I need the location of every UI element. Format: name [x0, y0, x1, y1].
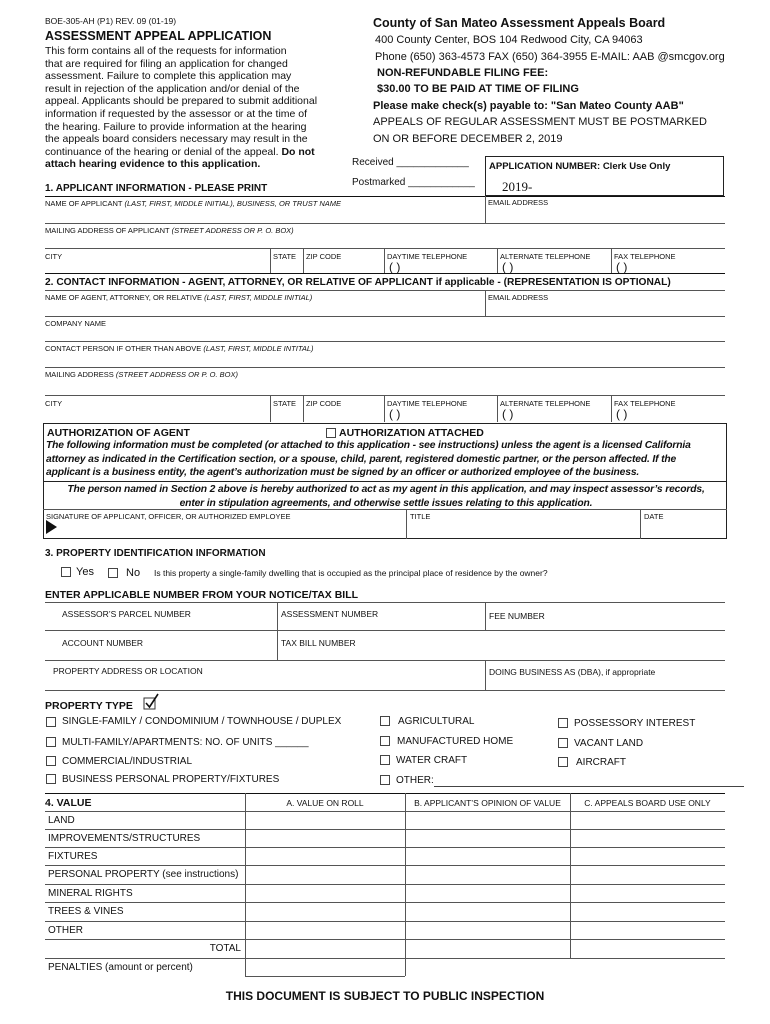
applicant-mailing-field[interactable]: MAILING ADDRESS OF APPLICANT (STREET ADDRESS OR P. O. BOX) [45, 226, 294, 235]
phone-paren: ( ) [616, 407, 628, 421]
property-type-checkbox[interactable] [380, 736, 390, 746]
no-label: No [126, 567, 141, 579]
enter-numbers-heading: ENTER APPLICABLE NUMBER FROM YOUR NOTICE/TAX BILL [45, 589, 359, 601]
agent-day-phone-field[interactable]: DAYTIME TELEPHONE [387, 399, 468, 408]
deadline-line-2: ON OR BEFORE DECEMBER 2, 2019 [373, 133, 563, 145]
tax-bill-number-field[interactable]: TAX BILL NUMBER [281, 638, 356, 648]
yes-label: Yes [76, 566, 94, 578]
property-type-checkbox[interactable] [558, 738, 568, 748]
dba-field[interactable]: DOING BUSINESS AS (DBA), if appropriate [489, 667, 656, 677]
authorization-attached-checkbox[interactable] [326, 428, 336, 438]
property-type-heading: PROPERTY TYPE [45, 700, 133, 712]
property-type-checkbox[interactable] [558, 718, 568, 728]
property-type-checkbox[interactable] [380, 775, 390, 785]
property-type-checkbox[interactable] [46, 774, 56, 784]
property-type-option: OTHER: [396, 775, 434, 786]
owner-occupied-yes-checkbox[interactable] [61, 567, 71, 577]
property-type-option: WATER CRAFT [396, 755, 468, 766]
phone-paren: ( ) [502, 407, 514, 421]
form-code: BOE-305-AH (P1) REV. 09 (01-19) [45, 16, 177, 26]
property-type-checkbox[interactable] [558, 757, 568, 767]
intro-text: This form contains all of the requests for information that are required for filing an application for changed assessment. Failure to complete this application may result in rejection of the application and/or denial of the appeal. Applicants should be prepared to submit additional information if requested by the assessor or at the time of the hearing. Failure to provide information at the hearing the appeals board considers necessary may result in the continuance of the hearing or denial of the appeal. Do not attach hearing evidence to this application. [45, 45, 318, 171]
applicant-zip-field[interactable]: ZIP CODE [306, 252, 342, 261]
application-number-label: APPLICATION NUMBER: Clerk Use Only [489, 161, 671, 172]
agent-mailing-field[interactable]: MAILING ADDRESS (STREET ADDRESS OR P. O. BOX) [45, 370, 238, 379]
property-type-option: VACANT LAND [574, 738, 644, 749]
fee-line-1: NON-REFUNDABLE FILING FEE: [377, 67, 549, 79]
agent-fax-field[interactable]: FAX TELEPHONE [614, 399, 676, 408]
section-1-heading: 1. APPLICANT INFORMATION - PLEASE PRINT [45, 183, 268, 194]
applicant-fax-field[interactable]: FAX TELEPHONE [614, 252, 676, 261]
application-number-value: 2019- [502, 179, 533, 194]
agent-state-field[interactable]: STATE [273, 399, 297, 408]
property-type-option: BUSINESS PERSONAL PROPERTY/FIXTURES [62, 774, 280, 785]
agent-name-field[interactable]: NAME OF AGENT, ATTORNEY, OR RELATIVE (LAST, FIRST, MIDDLE INITIAL) [45, 293, 313, 302]
sign-here-arrow-icon [46, 520, 57, 534]
value-row-improvements: IMPROVEMENTS/STRUCTURES [48, 833, 201, 844]
property-type-checkbox[interactable] [380, 755, 390, 765]
checks-payable: Please make check(s) payable to: "San Mateo County AAB" [373, 100, 684, 112]
authorization-instructions: The following information must be completed (or attached to this application - see instructions) unless the agent is a licensed California attorney as indicated in the Certification section, or a spouse, child, parent, registered domestic partner, or the person affected. If the applicant is a business entity, the agent’s authorization must be signed by an officer or authorized employee of the business. [46, 440, 691, 478]
value-on-roll-header: A. VALUE ON ROLL [286, 798, 364, 808]
account-number-field[interactable]: ACCOUNT NUMBER [62, 638, 144, 648]
applicant-email-field[interactable]: EMAIL ADDRESS [488, 198, 549, 207]
board-contact: Phone (650) 363-4573 FAX (650) 364-3955 E-MAIL: AAB @smcgov.org [375, 51, 725, 63]
property-type-option: SINGLE-FAMILY / CONDOMINIUM / TOWNHOUSE / DUPLEX [62, 716, 342, 727]
agent-email-field[interactable]: EMAIL ADDRESS [488, 293, 549, 302]
property-type-checkbox[interactable] [46, 717, 56, 727]
property-type-check-icon [141, 692, 161, 712]
authorization-heading: AUTHORIZATION OF AGENT [47, 427, 190, 439]
value-row-fixtures: FIXTURES [48, 851, 98, 862]
value-row-trees-vines: TREES & VINES [48, 906, 124, 917]
phone-paren: ( ) [389, 260, 401, 274]
value-row-personal-property: PERSONAL PROPERTY (see instructions) [48, 869, 239, 880]
applicant-alt-phone-field[interactable]: ALTERNATE TELEPHONE [500, 252, 591, 261]
agent-city-field[interactable]: CITY [45, 399, 63, 408]
owner-occupied-question: Is this property a single-family dwelling that is occupied as the principal place of residence by the owner? [154, 568, 548, 578]
property-type-option: AIRCRAFT [576, 757, 626, 768]
property-type-option: POSSESSORY INTEREST [574, 718, 696, 729]
value-row-mineral-rights: MINERAL RIGHTS [48, 888, 133, 899]
agent-zip-field[interactable]: ZIP CODE [306, 399, 342, 408]
date-field[interactable]: DATE [644, 512, 664, 521]
section-3-heading: 3. PROPERTY IDENTIFICATION INFORMATION [45, 548, 266, 559]
board-use-header: C. APPEALS BOARD USE ONLY [584, 798, 711, 808]
phone-paren: ( ) [389, 407, 401, 421]
signature-field[interactable]: SIGNATURE OF APPLICANT, OFFICER, OR AUTHORIZED EMPLOYEE [46, 512, 291, 521]
agent-alt-phone-field[interactable]: ALTERNATE TELEPHONE [500, 399, 591, 408]
value-row-total: TOTAL [209, 943, 241, 954]
applicant-state-field[interactable]: STATE [273, 252, 297, 261]
applicant-opinion-header: B. APPLICANT’S OPINION OF VALUE [414, 798, 561, 808]
owner-occupied-no-checkbox[interactable] [108, 568, 118, 578]
public-inspection-notice: THIS DOCUMENT IS SUBJECT TO PUBLIC INSPECTION [225, 989, 545, 1003]
fee-number-field[interactable]: FEE NUMBER [489, 611, 545, 621]
property-address-field[interactable]: PROPERTY ADDRESS OR LOCATION [53, 666, 203, 676]
board-name: County of San Mateo Assessment Appeals Board [373, 16, 666, 30]
fee-line-2: $30.00 TO BE PAID AT TIME OF FILING [377, 83, 579, 95]
title-field[interactable]: TITLE [410, 512, 431, 521]
phone-paren: ( ) [502, 260, 514, 274]
application-number-box [485, 156, 724, 196]
company-name-field[interactable]: COMPANY NAME [45, 319, 106, 328]
deadline-line-1: APPEALS OF REGULAR ASSESSMENT MUST BE POSTMARKED [373, 116, 707, 128]
authorization-statement: The person named in Section 2 above is hereby authorized to act as my agent in this application, and may inspect assessor’s records, enter in stipulation agreements, and otherwise settle issues relating to this application. [67, 484, 705, 509]
property-type-option: MULTI-FAMILY/APARTMENTS: NO. OF UNITS ______ [62, 737, 309, 748]
applicant-name-field[interactable]: NAME OF APPLICANT (LAST, FIRST, MIDDLE INITIAL), BUSINESS, OR TRUST NAME [45, 199, 342, 208]
form-title: ASSESSMENT APPEAL APPLICATION [45, 29, 272, 43]
section-4-heading: 4. VALUE [45, 797, 92, 809]
parcel-number-field[interactable]: ASSESSOR’S PARCEL NUMBER [62, 609, 191, 619]
assessment-number-field[interactable]: ASSESSMENT NUMBER [281, 609, 379, 619]
received-label: Received _____________ [352, 157, 469, 168]
property-type-checkbox[interactable] [380, 716, 390, 726]
contact-person-field[interactable]: CONTACT PERSON IF OTHER THAN ABOVE (LAST, FIRST, MIDDLE INTITAL) [45, 344, 314, 353]
value-row-other: OTHER [48, 925, 83, 936]
phone-paren: ( ) [616, 260, 628, 274]
property-type-option: COMMERCIAL/INDUSTRIAL [62, 756, 193, 767]
property-type-option: MANUFACTURED HOME [397, 736, 514, 747]
property-type-checkbox[interactable] [46, 756, 56, 766]
property-type-checkbox[interactable] [46, 737, 56, 747]
section-2-heading: 2. CONTACT INFORMATION - AGENT, ATTORNEY, OR RELATIVE OF APPLICANT if applicable - (REPRESENTATION IS OPTIONAL) [45, 277, 671, 288]
value-row-land: LAND [48, 815, 75, 826]
board-address: 400 County Center, BOS 104 Redwood City, CA 94063 [375, 34, 643, 46]
postmarked-label: Postmarked ____________ [352, 177, 475, 188]
property-type-option: AGRICULTURAL [398, 716, 475, 727]
value-row-penalties: PENALTIES (amount or percent) [48, 962, 193, 973]
applicant-city-field[interactable]: CITY [45, 252, 63, 261]
applicant-day-phone-field[interactable]: DAYTIME TELEPHONE [387, 252, 468, 261]
authorization-attached-label: AUTHORIZATION ATTACHED [339, 427, 484, 439]
